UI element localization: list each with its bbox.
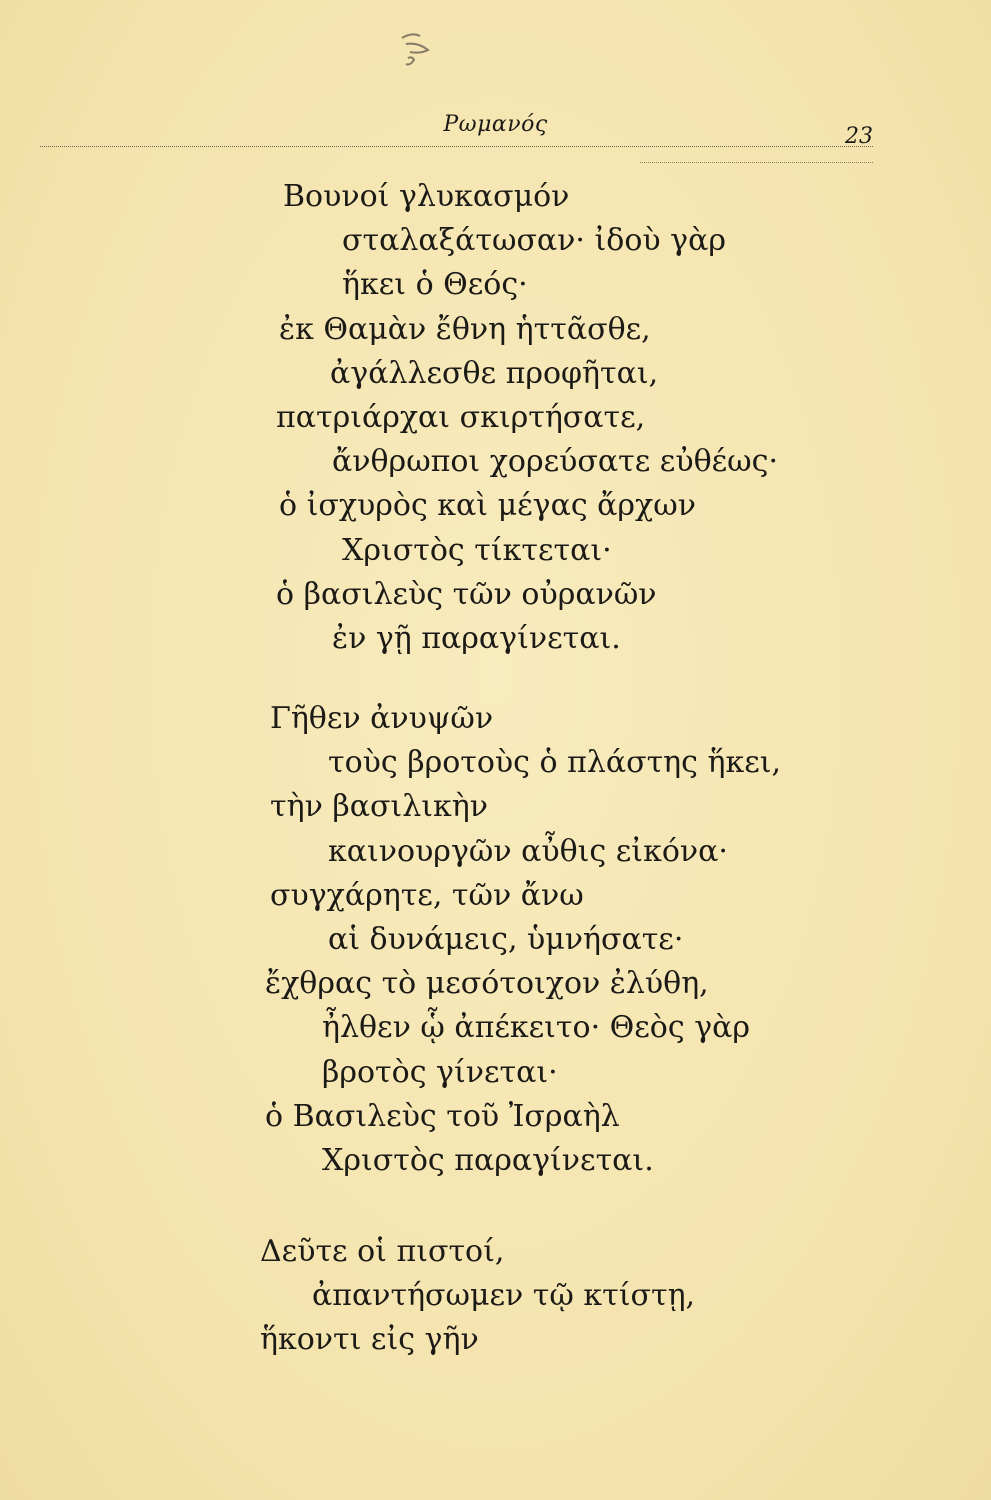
verse-line: Βουνοί γλυκασμόν [283, 179, 570, 214]
verse-line: Δεῦτε οἱ πιστοί, [260, 1234, 505, 1269]
verse-line: ἀπαντήσωμεν τῷ κτίστῃ, [312, 1278, 696, 1314]
verse-line: τὴν βασιλικὴν [270, 789, 488, 825]
header-rule [40, 146, 873, 147]
header-rule-short [640, 162, 873, 163]
verse-line: ἄνθρωποι χορεύσατε εὐθέως· [332, 444, 778, 480]
verse-line: ἐκ Θαμὰν ἔθνη ἡττᾶσθε, [279, 311, 651, 347]
verse-line: τοὺς βροτοὺς ὁ πλάστης ἥκει, [328, 745, 782, 781]
verse-line: βροτὸς γίνεται· [322, 1054, 558, 1090]
verse-line: ὁ ἰσχυρὸς καὶ μέγας ἄρχων [279, 488, 696, 524]
verse-line: ὁ βασιλεὺς τῶν οὐρανῶν [276, 576, 657, 612]
verse-line: σταλαξάτωσαν· ἰδοὺ γὰρ [342, 223, 726, 259]
verse-line: ὁ Βασιλεὺς τοῦ Ἰσραὴλ [265, 1098, 620, 1134]
verse-line: καινουργῶν αὖθις εἰκόνα· [328, 833, 728, 869]
verse-line: Χριστὸς παραγίνεται. [322, 1142, 654, 1178]
stanza-3 [0, 1230, 991, 1363]
verse-line: Γῆθεν ἀνυψῶν [270, 701, 494, 736]
verse-line: ἦλθεν ᾧ ἀπέκειτο· Θεὸς γὰρ [322, 1010, 751, 1046]
verse-line: ἥκοντι εἰς γῆν [260, 1322, 479, 1358]
verse-line: αἱ δυνάμεις, ὑμνήσατε· [328, 921, 684, 957]
verse-line: ἔχθρας τὸ μεσότοιχον ἐλύθη, [265, 966, 709, 1002]
stanza-1 [0, 175, 991, 661]
verse-line: ἐν γῇ παραγίνεται. [332, 620, 621, 656]
verse-line: πατριάρχαι σκιρτήσατε, [276, 399, 646, 435]
running-header-title: Ρωμανός [443, 112, 548, 137]
verse-line: Χριστὸς τίκτεται· [342, 532, 612, 568]
verse-line: συγχάρητε, τῶν ἄνω [270, 877, 584, 913]
page-number: 23 [845, 124, 873, 149]
verse-line: ἀγάλλεσθε προφῆται, [330, 355, 659, 391]
stanza-2 [0, 697, 991, 1183]
verse-line: ἥκει ὁ Θεός· [342, 267, 528, 303]
stamp-mark-icon [398, 30, 432, 74]
